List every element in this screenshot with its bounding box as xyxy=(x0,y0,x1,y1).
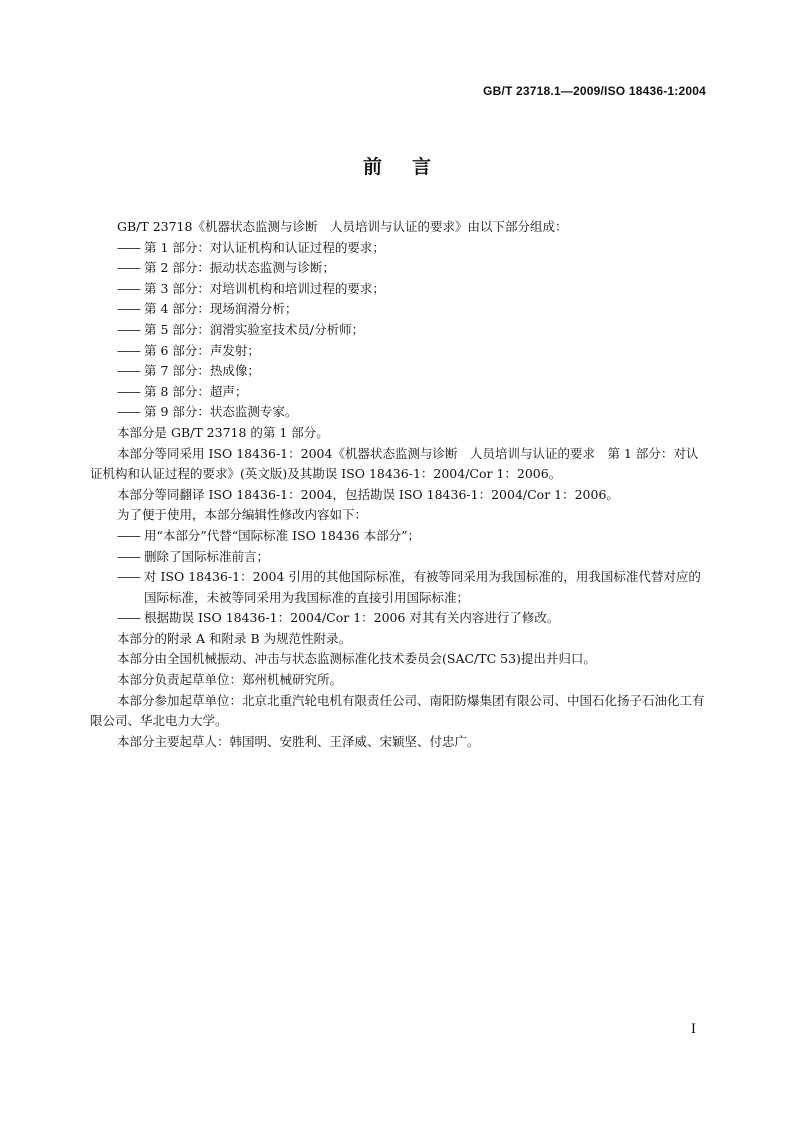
list-item: —— 第 3 部分：对培训机构和培训过程的要求； xyxy=(117,280,385,296)
page-number: I xyxy=(690,1022,696,1037)
list-item: —— 第 7 部分：热成像； xyxy=(117,363,260,379)
foreword-body xyxy=(90,217,706,752)
editorial-changes-intro: 为了便于使用，本部分编辑性修改内容如下： xyxy=(117,507,368,523)
adoption-statement: 本部分等同采用 ISO 18436-1：2004《机器状态监测与诊断 人员培训与认证的要求 第 1 部分：对认证机构和认证过程的要求》(英文版)及其勘误 ISO 18436-1：2004/Cor 1：2006。 xyxy=(90,445,699,482)
list-item: —— 用“本部分”代替“国际标准 ISO 18436 本部分”； xyxy=(117,527,420,543)
list-item: —— 对 ISO 18436-1：2004 引用的其他国际标准，有被等同采用为我国标准的，用我国标准代替对应的国际标准，未被等同采用为我国标准的直接引用国际标准； xyxy=(117,569,701,605)
list-item: —— 第 6 部分：声发射； xyxy=(117,342,260,358)
list-item: —— 删除了国际标准前言； xyxy=(117,548,270,564)
intro-paragraph: GB/T 23718《机器状态监测与诊断 人员培训与认证的要求》由以下部分组成： xyxy=(117,219,568,234)
list-item: —— 第 9 部分：状态监测专家。 xyxy=(117,404,298,420)
list-item: —— 根据勘误 ISO 18436-1：2004/Cor 1：2006 对其有关内容进行了修改。 xyxy=(117,610,560,626)
standard-code-header: GB/T 23718.1—2009/ISO 18436-1:2004 xyxy=(483,84,706,98)
translation-statement: 本部分等同翻译 ISO 18436-1：2004，包括勘误 ISO 18436-1：2004/Cor 1：2006。 xyxy=(117,486,619,502)
list-item: —— 第 8 部分：超声； xyxy=(117,383,248,399)
page-title: 前言 xyxy=(362,156,461,178)
list-item: —— 第 5 部分：润滑实验室技术员/分析师； xyxy=(117,321,365,337)
part-statement: 本部分是 GB/T 23718 的第 1 部分。 xyxy=(117,424,329,440)
participating-units: 本部分参加起草单位：北京北重汽轮电机有限责任公司、南阳防爆集团有限公司、中国石化扬子石油化工有限公司、华北电力大学。 xyxy=(90,692,705,729)
main-drafters: 本部分主要起草人：韩国明、安胜利、王泽威、宋颖坚、付忠广。 xyxy=(117,733,480,749)
list-item: —— 第 4 部分：现场润滑分析； xyxy=(117,301,298,317)
list-item: —— 第 2 部分：振动状态监测与诊断； xyxy=(117,260,335,276)
committee-statement: 本部分由全国机械振动、冲击与状态监测标准化技术委员会(SAC/TC 53)提出并归口。 xyxy=(117,651,596,667)
drafting-unit: 本部分负责起草单位：郑州机械研究所。 xyxy=(117,672,343,688)
list-item: —— 第 1 部分：对认证机构和认证过程的要求； xyxy=(117,239,385,255)
annex-statement: 本部分的附录 A 和附录 B 为规范性附录。 xyxy=(117,630,352,646)
